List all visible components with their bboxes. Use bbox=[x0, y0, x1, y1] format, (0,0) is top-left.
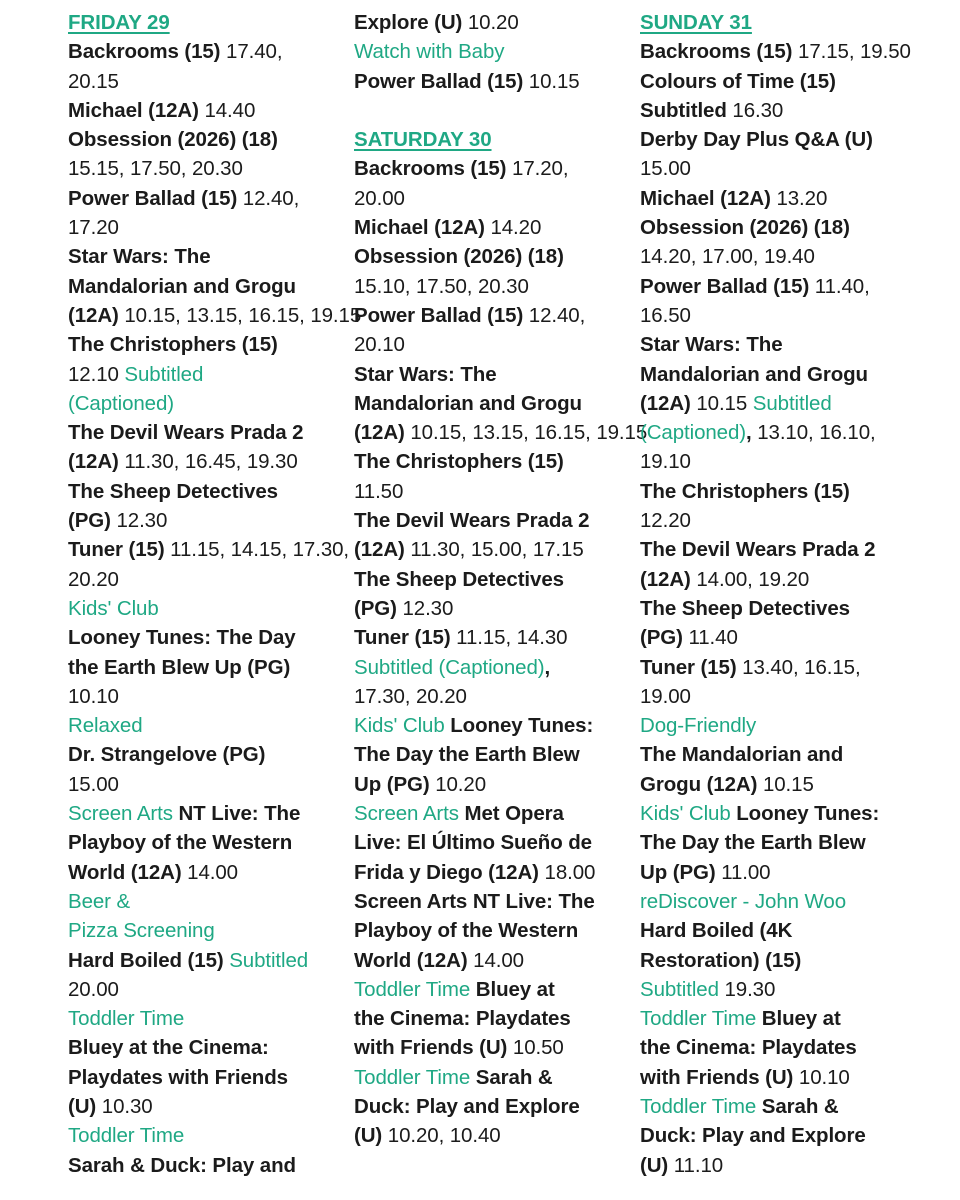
showtimes: 14.00 bbox=[187, 860, 238, 884]
listing-line bbox=[640, 1063, 925, 1092]
film-title: Power Ballad (15) bbox=[68, 186, 243, 210]
film-title: The Sheep Detectives bbox=[640, 596, 850, 620]
showtimes: 12.40, bbox=[242, 186, 300, 210]
showtimes: 16.50 bbox=[640, 303, 691, 327]
listing-line bbox=[640, 1033, 925, 1062]
film-title: Colours of Time (15) bbox=[640, 69, 836, 93]
listing-line bbox=[354, 37, 639, 66]
listing-line bbox=[68, 301, 362, 330]
category-label: Toddler Time bbox=[640, 1094, 762, 1118]
film-title: Michael (12A) bbox=[68, 98, 205, 122]
listing-line bbox=[354, 272, 639, 301]
showtimes: 17.40, bbox=[226, 40, 283, 64]
listing-line bbox=[68, 535, 353, 564]
showtimes: 14.20 bbox=[490, 216, 542, 240]
listing-line bbox=[68, 330, 353, 359]
listing-line bbox=[68, 37, 353, 66]
film-title: The Devil Wears Prada 2 bbox=[354, 509, 590, 533]
listing-line bbox=[68, 1033, 353, 1062]
listing-line bbox=[640, 184, 925, 213]
listing-line bbox=[354, 447, 639, 476]
listing-line bbox=[68, 1121, 353, 1150]
day-heading bbox=[354, 125, 639, 154]
film-title: Star Wars: The bbox=[68, 245, 211, 269]
film-title: World (12A) bbox=[68, 860, 188, 884]
showtimes: 11.10 bbox=[673, 1153, 724, 1177]
showtimes: 19.30 bbox=[724, 977, 776, 1001]
showtimes: 18.00 bbox=[544, 860, 596, 884]
showtimes: 20.15 bbox=[68, 69, 119, 93]
showtimes: 10.15 bbox=[528, 69, 580, 93]
category-label: Relaxed bbox=[68, 714, 143, 738]
listing-line bbox=[354, 711, 639, 740]
category-label: Toddler Time bbox=[68, 1124, 185, 1148]
listing-line bbox=[68, 447, 353, 476]
showtimes: 10.20, 10.40 bbox=[387, 1124, 501, 1148]
category-label: Subtitled (Captioned) bbox=[354, 655, 545, 679]
film-title: (12A) bbox=[354, 538, 411, 562]
showtimes: 11.50 bbox=[354, 479, 404, 503]
film-title: Michael (12A) bbox=[640, 186, 777, 210]
showtimes: 15.10, 17.50, 20.30 bbox=[354, 274, 529, 298]
film-title: (U) bbox=[354, 1124, 388, 1148]
film-title: Frida y Diego (12A) bbox=[354, 860, 545, 884]
day-title: FRIDAY 29 bbox=[68, 11, 170, 34]
showtimes: 14.40 bbox=[204, 98, 256, 122]
showtimes: 11.30, 15.00, 17.15 bbox=[410, 538, 584, 562]
listing-line bbox=[640, 1151, 925, 1180]
listing-line bbox=[640, 1092, 925, 1121]
category-label: Screen Arts bbox=[354, 802, 465, 826]
listing-line bbox=[68, 389, 353, 418]
category-label: Toddler Time bbox=[640, 1007, 762, 1031]
listing-line bbox=[354, 1033, 639, 1062]
showtimes: 13.10, 16.10, bbox=[757, 421, 876, 445]
day-heading bbox=[68, 8, 353, 37]
category-label: Beer & bbox=[68, 889, 131, 913]
listing-line bbox=[640, 740, 925, 769]
listing-line bbox=[640, 799, 925, 828]
listing-line bbox=[640, 535, 925, 564]
showtimes: 20.00 bbox=[354, 186, 405, 210]
listing-line bbox=[354, 887, 639, 916]
listing-line bbox=[354, 916, 639, 945]
showtimes: 11.00 bbox=[721, 860, 771, 884]
film-title: Obsession (2026) (18) bbox=[68, 128, 278, 152]
listing-line bbox=[640, 96, 925, 125]
showtimes: 15.00 bbox=[68, 772, 119, 796]
film-title: NT Live: The bbox=[178, 802, 301, 826]
showtimes: 19.00 bbox=[640, 684, 691, 708]
listing-line bbox=[68, 272, 353, 301]
listing-line bbox=[640, 154, 925, 183]
showtimes: 12.40, bbox=[528, 303, 586, 327]
listing-line bbox=[68, 946, 353, 975]
showtimes: 10.10 bbox=[68, 684, 119, 708]
listing-line bbox=[68, 1092, 353, 1121]
listing-line bbox=[354, 506, 639, 535]
showtimes: 13.40, 16.15, bbox=[742, 655, 861, 679]
film-title: Bluey at bbox=[761, 1007, 841, 1031]
listing-line bbox=[640, 213, 925, 242]
film-title: Screen Arts NT Live: The bbox=[354, 889, 595, 913]
film-title: The Christophers (15) bbox=[354, 450, 564, 474]
showtimes: 10.50 bbox=[512, 1036, 564, 1060]
film-title: The Sheep Detectives bbox=[68, 479, 278, 503]
film-title: Up (PG) bbox=[354, 772, 436, 796]
showtimes: 20.10 bbox=[354, 333, 405, 357]
film-title: Backrooms (15) bbox=[354, 157, 513, 181]
film-title: Backrooms (15) bbox=[68, 40, 227, 64]
listing-line bbox=[68, 711, 353, 740]
listing-line bbox=[68, 242, 353, 271]
category-label: Toddler Time bbox=[354, 977, 476, 1001]
showtimes: 14.00, 19.20 bbox=[696, 567, 810, 591]
listing-line bbox=[640, 447, 925, 476]
film-title: Mandalorian and Grogu bbox=[354, 391, 582, 415]
listing-line bbox=[354, 1063, 639, 1092]
day-heading bbox=[640, 8, 925, 37]
listing-line bbox=[640, 770, 925, 799]
listing-line bbox=[68, 418, 353, 447]
listing-line bbox=[68, 125, 353, 154]
listing-line bbox=[68, 213, 353, 242]
listing-line bbox=[68, 653, 353, 682]
listing-line bbox=[640, 67, 925, 96]
category-label: Subtitled bbox=[640, 977, 725, 1001]
day-title: SATURDAY 30 bbox=[354, 128, 492, 152]
film-title: Derby Day Plus Q&A (U) bbox=[640, 128, 873, 152]
film-title: Power Ballad (15) bbox=[640, 274, 815, 298]
saturday-column bbox=[354, 8, 648, 1151]
film-title: Hard Boiled (4K bbox=[640, 919, 793, 943]
film-title: Looney Tunes: The Day bbox=[68, 626, 296, 650]
sunday-column bbox=[640, 8, 925, 1180]
film-title: Restoration) (15) bbox=[640, 948, 802, 972]
showtimes: 13.20 bbox=[776, 186, 828, 210]
film-title: Grogu (12A) bbox=[640, 772, 763, 796]
film-title: Star Wars: The bbox=[354, 362, 497, 386]
listing-line bbox=[354, 477, 639, 506]
listing-line bbox=[354, 565, 639, 594]
film-title: Playboy of the Western bbox=[354, 919, 579, 943]
showtimes: 11.15, 14.15, 17.30, bbox=[170, 538, 350, 562]
listing-line bbox=[354, 623, 639, 652]
listing-line bbox=[354, 154, 639, 183]
film-title: the Earth Blew Up (PG) bbox=[68, 655, 291, 679]
listing-line bbox=[640, 653, 925, 682]
listing-line bbox=[68, 154, 353, 183]
listing-line bbox=[68, 682, 353, 711]
showtimes: 11.40, bbox=[814, 274, 870, 298]
category-label: Screen Arts bbox=[68, 802, 179, 826]
film-title: (12A) bbox=[640, 391, 697, 415]
showtimes: 17.15, 19.50 bbox=[798, 40, 911, 64]
listing-line bbox=[68, 1151, 353, 1180]
showtimes: 11.40 bbox=[688, 626, 738, 650]
listing-line bbox=[640, 594, 925, 623]
listing-line bbox=[354, 975, 639, 1004]
listing-line bbox=[640, 1121, 925, 1150]
category-label: Subtitled bbox=[124, 362, 204, 386]
film-title: (PG) bbox=[68, 509, 117, 533]
listing-line bbox=[640, 272, 925, 301]
film-title: Dr. Strangelove (PG) bbox=[68, 743, 266, 767]
listing-line bbox=[640, 975, 925, 1004]
category-label: (Captioned) bbox=[640, 421, 747, 445]
listing-line bbox=[68, 740, 353, 769]
listing-line bbox=[68, 1063, 353, 1092]
film-title: The Devil Wears Prada 2 bbox=[640, 538, 876, 562]
listing-line bbox=[354, 389, 639, 418]
showtimes: 14.20, 17.00, 19.40 bbox=[640, 245, 815, 269]
listing-line bbox=[354, 330, 639, 359]
listing-line bbox=[68, 184, 353, 213]
listing-line bbox=[354, 1092, 639, 1121]
listing-line bbox=[68, 96, 353, 125]
film-title: (PG) bbox=[354, 596, 403, 620]
film-title: with Friends (U) bbox=[354, 1036, 513, 1060]
film-title: Backrooms (15) bbox=[640, 40, 799, 64]
showtimes: 10.15 bbox=[762, 772, 814, 796]
listing-line bbox=[354, 418, 648, 447]
film-title: Tuner (15) bbox=[68, 538, 171, 562]
listing-line bbox=[640, 711, 925, 740]
showtimes: 15.00 bbox=[640, 157, 691, 181]
film-title: Subtitled bbox=[640, 98, 733, 122]
showtimes: 11.30, 16.45, 19.30 bbox=[124, 450, 298, 474]
listing-line bbox=[640, 916, 925, 945]
showtimes: 16.30 bbox=[732, 98, 784, 122]
showtimes: 12.30 bbox=[116, 509, 168, 533]
listing-line bbox=[68, 858, 353, 887]
showtimes: 15.15, 17.50, 20.30 bbox=[68, 157, 243, 181]
film-title: Obsession (2026) (18) bbox=[354, 245, 564, 269]
listing-line bbox=[640, 125, 925, 154]
listing-line bbox=[354, 682, 639, 711]
showtimes: 12.30 bbox=[402, 596, 454, 620]
spacer bbox=[354, 96, 639, 125]
showtimes: 17.30, 20.20 bbox=[354, 684, 467, 708]
listing-line bbox=[354, 67, 639, 96]
film-title: , bbox=[746, 421, 758, 445]
showtimes: 14.00 bbox=[473, 948, 524, 972]
film-title: The Christophers (15) bbox=[68, 333, 278, 357]
listing-line bbox=[68, 477, 353, 506]
category-label: Toddler Time bbox=[354, 1065, 476, 1089]
showtimes: 10.10 bbox=[798, 1065, 850, 1089]
category-label: Kids' Club bbox=[354, 714, 451, 738]
film-title: Tuner (15) bbox=[640, 655, 743, 679]
category-label: Kids' Club bbox=[640, 802, 737, 826]
showtimes: 17.20 bbox=[68, 216, 119, 240]
listing-line bbox=[68, 623, 353, 652]
film-title: Explore (U) bbox=[354, 11, 468, 34]
listing-line bbox=[354, 770, 639, 799]
listing-line bbox=[640, 418, 925, 447]
listing-line bbox=[354, 8, 639, 37]
listing-line bbox=[354, 740, 639, 769]
friday-column bbox=[68, 8, 362, 1180]
showtimes: 12.10 bbox=[68, 362, 125, 386]
listing-line bbox=[640, 828, 925, 857]
category-label: (Captioned) bbox=[68, 391, 175, 415]
listing-line bbox=[354, 594, 639, 623]
listing-line bbox=[354, 1004, 639, 1033]
film-title: Bluey at the Cinema: bbox=[68, 1036, 269, 1060]
listing-line bbox=[68, 67, 353, 96]
showtimes: 11.15, 14.30 bbox=[456, 626, 568, 650]
listing-line bbox=[354, 799, 639, 828]
film-title: World (12A) bbox=[354, 948, 474, 972]
listing-line bbox=[68, 594, 353, 623]
showtimes: 20.20 bbox=[68, 567, 119, 591]
film-title: Sarah & bbox=[761, 1094, 839, 1118]
listing-line bbox=[640, 858, 925, 887]
film-title: Looney Tunes: bbox=[450, 714, 594, 738]
day-title: SUNDAY 31 bbox=[640, 11, 752, 34]
listing-line bbox=[640, 301, 925, 330]
film-title: Playdates with Friends bbox=[68, 1065, 288, 1089]
film-title: (12A) bbox=[68, 303, 125, 327]
film-title: The Mandalorian and bbox=[640, 743, 844, 767]
showtimes: 12.20 bbox=[640, 509, 691, 533]
showtimes: 10.20 bbox=[467, 11, 519, 34]
film-title: Sarah & bbox=[475, 1065, 553, 1089]
film-title: Mandalorian and Grogu bbox=[68, 274, 296, 298]
listing-line bbox=[354, 213, 639, 242]
film-title: The Christophers (15) bbox=[640, 479, 850, 503]
film-title: Looney Tunes: bbox=[736, 802, 880, 826]
film-title: (12A) bbox=[640, 567, 697, 591]
film-title: Up (PG) bbox=[640, 860, 722, 884]
showtimes: 19.10 bbox=[640, 450, 691, 474]
category-label: reDiscover - John Woo bbox=[640, 889, 847, 913]
film-title: with Friends (U) bbox=[640, 1065, 799, 1089]
film-title: (12A) bbox=[354, 421, 411, 445]
listing-line bbox=[354, 360, 639, 389]
showtimes: 10.15, 13.15, 16.15, 19.15 bbox=[124, 303, 362, 327]
listing-line bbox=[640, 887, 925, 916]
showtimes: 10.15, 13.15, 16.15, 19.15 bbox=[410, 421, 648, 445]
film-title: The Day the Earth Blew bbox=[354, 743, 580, 767]
category-label: Kids' Club bbox=[68, 596, 159, 620]
listing-line bbox=[68, 916, 353, 945]
listing-line bbox=[640, 682, 925, 711]
film-title: the Cinema: Playdates bbox=[354, 1007, 571, 1031]
listing-line bbox=[68, 828, 353, 857]
listing-line bbox=[354, 653, 639, 682]
film-title: Met Opera bbox=[464, 802, 564, 826]
category-label: Subtitled bbox=[229, 948, 309, 972]
listing-line bbox=[68, 887, 353, 916]
film-title: Playboy of the Western bbox=[68, 831, 293, 855]
listing-line bbox=[640, 946, 925, 975]
listing-line bbox=[640, 1004, 925, 1033]
film-title: (U) bbox=[68, 1094, 102, 1118]
listing-line bbox=[354, 828, 639, 857]
film-title: The Devil Wears Prada 2 bbox=[68, 421, 304, 445]
showtimes: 10.15 bbox=[696, 391, 753, 415]
listing-line bbox=[68, 770, 353, 799]
listing-line bbox=[640, 37, 925, 66]
film-title: The Day the Earth Blew bbox=[640, 831, 866, 855]
film-title: The Sheep Detectives bbox=[354, 567, 564, 591]
category-label: Subtitled bbox=[752, 391, 832, 415]
category-label: Dog-Friendly bbox=[640, 714, 757, 738]
film-title: Sarah & Duck: Play and bbox=[68, 1153, 296, 1177]
film-title: Power Ballad (15) bbox=[354, 303, 529, 327]
film-title: Mandalorian and Grogu bbox=[640, 362, 868, 386]
showtimes: 10.20 bbox=[435, 772, 487, 796]
category-label: Toddler Time bbox=[68, 1007, 185, 1031]
listing-line bbox=[68, 565, 353, 594]
listing-line bbox=[354, 858, 639, 887]
category-label: Pizza Screening bbox=[68, 919, 215, 943]
listing-line bbox=[640, 389, 925, 418]
listing-line bbox=[354, 1121, 639, 1150]
showtimes: 20.00 bbox=[68, 977, 119, 1001]
film-title: Duck: Play and Explore bbox=[354, 1094, 580, 1118]
film-title: (U) bbox=[640, 1153, 674, 1177]
listing-line bbox=[68, 1004, 353, 1033]
film-title: Bluey at bbox=[475, 977, 555, 1001]
listing-line bbox=[640, 477, 925, 506]
showtimes: 17.20, bbox=[512, 157, 569, 181]
listing-line bbox=[354, 242, 639, 271]
listing-line bbox=[354, 184, 639, 213]
film-title: Star Wars: The bbox=[640, 333, 783, 357]
listing-line bbox=[354, 301, 639, 330]
listing-line bbox=[354, 535, 639, 564]
listing-line bbox=[640, 623, 925, 652]
listing-line bbox=[68, 975, 353, 1004]
film-title: Live: El Último Sueño de bbox=[354, 831, 592, 855]
listing-line bbox=[640, 360, 925, 389]
category-label: Watch with Baby bbox=[354, 40, 505, 64]
showtimes: 10.30 bbox=[101, 1094, 153, 1118]
listing-line bbox=[640, 242, 925, 271]
film-title: (PG) bbox=[640, 626, 689, 650]
listing-line bbox=[640, 565, 925, 594]
film-title: Tuner (15) bbox=[354, 626, 457, 650]
film-title: , bbox=[544, 655, 551, 679]
listing-line bbox=[68, 506, 353, 535]
listing-line bbox=[640, 330, 925, 359]
film-title: Hard Boiled (15) bbox=[68, 948, 230, 972]
film-title: (12A) bbox=[68, 450, 125, 474]
film-title: Obsession (2026) (18) bbox=[640, 216, 850, 240]
listing-line bbox=[640, 506, 925, 535]
film-title: Power Ballad (15) bbox=[354, 69, 529, 93]
listing-line bbox=[354, 946, 639, 975]
listing-line bbox=[68, 360, 353, 389]
film-title: Duck: Play and Explore bbox=[640, 1124, 866, 1148]
film-title: Michael (12A) bbox=[354, 216, 491, 240]
film-title: the Cinema: Playdates bbox=[640, 1036, 857, 1060]
listing-line bbox=[68, 799, 353, 828]
